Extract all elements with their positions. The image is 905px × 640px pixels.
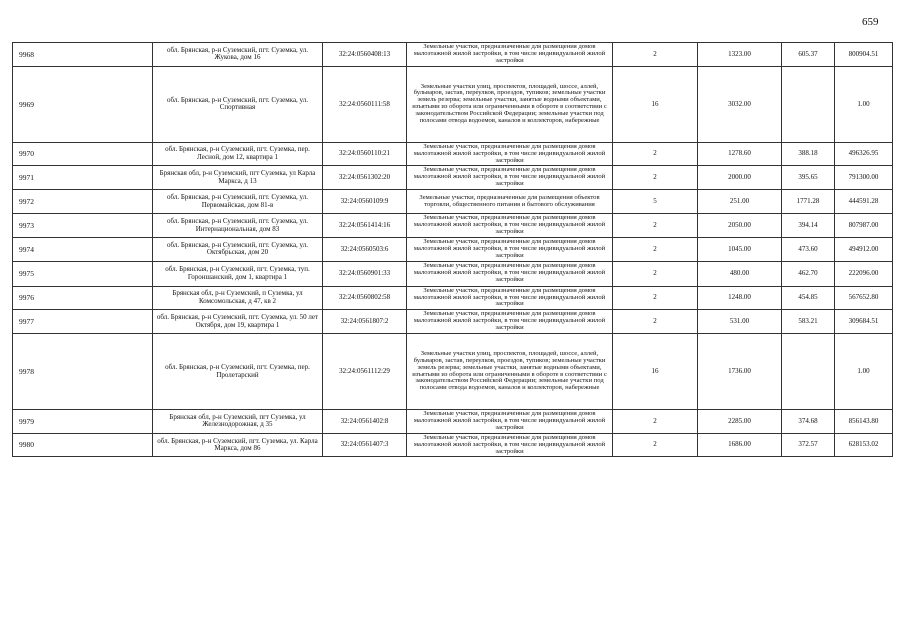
row-group: 2 — [613, 142, 698, 166]
row-area: 2000.00 — [698, 166, 782, 190]
row-address: Брянская обл, р-н Суземский, пгт Суземка, ул Карла Маркса, д 13 — [153, 166, 323, 190]
table-row — [13, 66, 893, 142]
row-address: обл. Брянская, р-н Суземский, пгт. Суземка, ул. Интернациональная, дом 83 — [153, 214, 323, 238]
row-address: обл. Брянская, р-н Суземский, пгт. Суземка, ул. Октябрьская, дом 20 — [153, 237, 323, 261]
row-group: 2 — [613, 310, 698, 334]
row-permitted-use: Земельные участки, предназначенные для размещения объектов торговли, общественного питания и бытового обслуживания — [407, 190, 613, 214]
row-address: обл. Брянская, р-н Суземский, пгт. Суземка, ул. Карла Маркса, дом 86 — [153, 433, 323, 457]
row-specific-value: 394.14 — [782, 214, 835, 238]
row-permitted-use: Земельные участки, предназначенные для размещения домов малоэтажной жилой застройки, в том числе индивидуальной жилой застройки — [407, 237, 613, 261]
row-cadastral-number: 32:24:0560408:13 — [323, 43, 407, 67]
row-address: обл. Брянская, р-н Суземский, пгт. Суземка, ул. Первомайская, дом 81-в — [153, 190, 323, 214]
row-permitted-use: Земельные участки, предназначенные для размещения домов малоэтажной жилой застройки, в том числе индивидуальной жилой застройки — [407, 43, 613, 67]
row-area: 1248.00 — [698, 286, 782, 310]
row-group: 16 — [613, 66, 698, 142]
table-row — [13, 433, 893, 457]
row-permitted-use: Земельные участки улиц, проспектов, площадей, шоссе, аллей, бульваров, застав, переулков, проездов, тупиков; земельные участки земель резерва; земельные участки, занятые водными объектами, изъятыми из оборота или ограниченными в обороте в соответствии с законодательством Российской Федерации; земельные участки под полосами отвода водоемов, каналов и коллекторов, набережные — [407, 334, 613, 410]
row-specific-value: 1771.28 — [782, 190, 835, 214]
row-area: 1323.00 — [698, 43, 782, 67]
row-group: 16 — [613, 334, 698, 410]
row-cadastral-number: 32:24:0561807:2 — [323, 310, 407, 334]
row-permitted-use: Земельные участки, предназначенные для размещения домов малоэтажной жилой застройки, в том числе индивидуальной жилой застройки — [407, 310, 613, 334]
table-row — [13, 43, 893, 67]
row-number: 9973 — [13, 214, 153, 238]
row-address: Брянская обл, р-н Суземский, п Суземка, ул Комсомольская, д 47, кв 2 — [153, 286, 323, 310]
row-number: 9970 — [13, 142, 153, 166]
row-area: 1686.00 — [698, 433, 782, 457]
table-row — [13, 410, 893, 434]
row-cadastral-value: 800904.51 — [835, 43, 893, 67]
row-cadastral-number: 32:24:0560802:58 — [323, 286, 407, 310]
row-permitted-use: Земельные участки, предназначенные для размещения домов малоэтажной жилой застройки, в том числе индивидуальной жилой застройки — [407, 214, 613, 238]
row-area: 251.00 — [698, 190, 782, 214]
row-specific-value: 583.21 — [782, 310, 835, 334]
row-permitted-use: Земельные участки, предназначенные для размещения домов малоэтажной жилой застройки, в том числе индивидуальной жилой застройки — [407, 410, 613, 434]
page-number: 659 — [862, 16, 879, 28]
row-number: 9971 — [13, 166, 153, 190]
row-cadastral-number: 32:24:0560503:6 — [323, 237, 407, 261]
row-area: 1045.00 — [698, 237, 782, 261]
row-cadastral-value: 628153.02 — [835, 433, 893, 457]
row-cadastral-value: 222096.00 — [835, 261, 893, 286]
row-group: 2 — [613, 433, 698, 457]
row-group: 2 — [613, 410, 698, 434]
row-area: 2050.00 — [698, 214, 782, 238]
row-cadastral-value: 567652.80 — [835, 286, 893, 310]
row-address: обл. Брянская, р-н Суземский, пгт. Суземка, туп. Гороншанский, дом 1, квартира 1 — [153, 261, 323, 286]
row-area: 2285.00 — [698, 410, 782, 434]
row-number: 9972 — [13, 190, 153, 214]
row-cadastral-number: 32:24:0561414:16 — [323, 214, 407, 238]
row-cadastral-number: 32:24:0561407:3 — [323, 433, 407, 457]
row-area: 480.00 — [698, 261, 782, 286]
table-row — [13, 261, 893, 286]
row-cadastral-number: 32:24:0560111:58 — [323, 66, 407, 142]
row-cadastral-number: 32:24:0560110:21 — [323, 142, 407, 166]
row-address: обл. Брянская, р-н Суземский, пгт. Суземка, ул. Жукова, дом 16 — [153, 43, 323, 67]
row-cadastral-number: 32:24:0561302:20 — [323, 166, 407, 190]
row-permitted-use: Земельные участки, предназначенные для размещения домов малоэтажной жилой застройки, в том числе индивидуальной жилой застройки — [407, 286, 613, 310]
row-cadastral-number: 32:24:0560109:9 — [323, 190, 407, 214]
row-specific-value: 462.70 — [782, 261, 835, 286]
row-number: 9975 — [13, 261, 153, 286]
row-specific-value: 605.37 — [782, 43, 835, 67]
row-address: обл. Брянская, р-н Суземский, пгт. Суземка, ул. 50 лет Октября, дом 19, квартира 1 — [153, 310, 323, 334]
table-row — [13, 286, 893, 310]
row-cadastral-number: 32:24:0561112:29 — [323, 334, 407, 410]
row-specific-value: 473.60 — [782, 237, 835, 261]
table-row — [13, 237, 893, 261]
row-number: 9980 — [13, 433, 153, 457]
row-number: 9969 — [13, 66, 153, 142]
row-group: 2 — [613, 43, 698, 67]
row-group: 2 — [613, 261, 698, 286]
row-area: 1278.60 — [698, 142, 782, 166]
row-address: обл. Брянская, р-н Суземский, пгт. Суземка, ул. Спортивная — [153, 66, 323, 142]
table-row — [13, 310, 893, 334]
row-cadastral-value: 1.00 — [835, 66, 893, 142]
row-permitted-use: Земельные участки улиц, проспектов, площадей, шоссе, аллей, бульваров, застав, переулков, проездов, тупиков; земельные участки земель резерва; земельные участки, занятые водными объектами, изъятыми из оборота или ограниченными в обороте в соответствии с законодательством Российской Федерации; земельные участки под полосами отвода водоемов, каналов и коллекторов, набережные — [407, 66, 613, 142]
row-number: 9979 — [13, 410, 153, 434]
table-row — [13, 142, 893, 166]
row-cadastral-number: 32:24:0561402:8 — [323, 410, 407, 434]
row-group: 2 — [613, 166, 698, 190]
row-number: 9978 — [13, 334, 153, 410]
row-permitted-use: Земельные участки, предназначенные для размещения домов малоэтажной жилой застройки, в том числе индивидуальной жилой застройки — [407, 433, 613, 457]
row-area: 1736.00 — [698, 334, 782, 410]
row-specific-value — [782, 66, 835, 142]
row-address: обл. Брянская, р-н Суземский, пгт. Суземка, пер. Лесной, дом 12, квартира 1 — [153, 142, 323, 166]
row-cadastral-number: 32:24:0560901:33 — [323, 261, 407, 286]
row-group: 2 — [613, 214, 698, 238]
row-number: 9977 — [13, 310, 153, 334]
row-permitted-use: Земельные участки, предназначенные для размещения домов малоэтажной жилой застройки, в том числе индивидуальной жилой застройки — [407, 166, 613, 190]
row-specific-value: 374.68 — [782, 410, 835, 434]
row-group: 2 — [613, 286, 698, 310]
table-row — [13, 166, 893, 190]
row-specific-value — [782, 334, 835, 410]
row-cadastral-value: 309684.51 — [835, 310, 893, 334]
row-area: 3032.00 — [698, 66, 782, 142]
row-cadastral-value: 494912.00 — [835, 237, 893, 261]
row-group: 5 — [613, 190, 698, 214]
row-cadastral-value: 807987.00 — [835, 214, 893, 238]
row-specific-value: 388.18 — [782, 142, 835, 166]
row-cadastral-value: 1.00 — [835, 334, 893, 410]
row-number: 9974 — [13, 237, 153, 261]
row-area: 531.00 — [698, 310, 782, 334]
row-cadastral-value: 444591.28 — [835, 190, 893, 214]
table-row — [13, 214, 893, 238]
row-cadastral-value: 856143.80 — [835, 410, 893, 434]
row-address: Брянская обл, р-н Суземский, пгт Суземка, ул Железнодорожная, д 35 — [153, 410, 323, 434]
row-specific-value: 372.57 — [782, 433, 835, 457]
row-number: 9968 — [13, 43, 153, 67]
row-specific-value: 395.65 — [782, 166, 835, 190]
row-address: обл. Брянская, р-н Суземский, пгт. Суземка, пер. Пролетарский — [153, 334, 323, 410]
row-specific-value: 454.85 — [782, 286, 835, 310]
table-row — [13, 334, 893, 410]
row-permitted-use: Земельные участки, предназначенные для размещения домов малоэтажной жилой застройки, в том числе индивидуальной жилой застройки — [407, 142, 613, 166]
cadastral-value-table — [12, 42, 893, 457]
row-number: 9976 — [13, 286, 153, 310]
row-group: 2 — [613, 237, 698, 261]
row-cadastral-value: 496326.95 — [835, 142, 893, 166]
row-permitted-use: Земельные участки, предназначенные для размещения домов малоэтажной жилой застройки, в том числе индивидуальной жилой застройки — [407, 261, 613, 286]
row-cadastral-value: 791300.00 — [835, 166, 893, 190]
table-row — [13, 190, 893, 214]
